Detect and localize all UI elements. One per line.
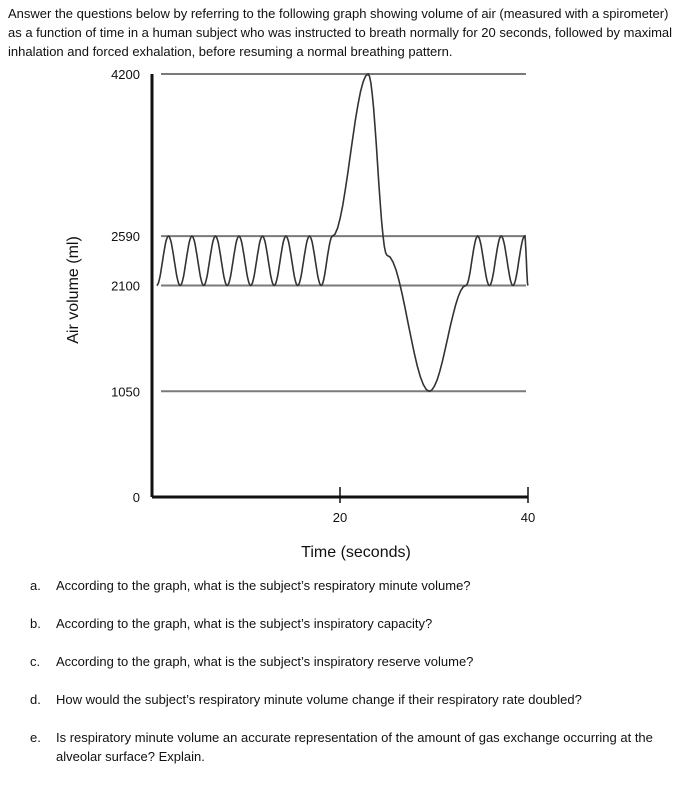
y-tick-labels: [111, 67, 140, 505]
x-tick-label-20: 20: [332, 510, 348, 525]
question-marker: b.: [30, 616, 41, 631]
question-text: Is respiratory minute volume an accurate representation of the amount of gas exchange occurring at the alveolar surface? Explain.: [56, 730, 653, 764]
question-list: [30, 576, 680, 785]
question-item: [30, 576, 680, 595]
y-tick-label-1050: 1050: [111, 384, 140, 400]
question-marker: d.: [30, 692, 41, 707]
y-tick-label-0: 0: [132, 490, 140, 505]
question-text: According to the graph, what is the subject’s inspiratory capacity?: [56, 616, 433, 631]
y-tick-label-4200: 4200: [111, 67, 140, 82]
reference-lines: [161, 74, 526, 391]
y-axis-title: Air volume (ml): [65, 236, 82, 344]
question-item: [30, 652, 680, 671]
question-marker: a.: [30, 578, 41, 593]
air-volume-line: [157, 74, 528, 391]
question-text: According to the graph, what is the subject’s inspiratory reserve volume?: [56, 654, 474, 669]
question-item: [30, 614, 680, 633]
question-marker: c.: [30, 654, 41, 669]
question-text: According to the graph, what is the subject’s respiratory minute volume?: [56, 578, 471, 593]
intro-text: Answer the questions below by referring to the following graph showing volume of air (measured with a spirometer) as a function of time in a human subject who was instructed to breath normally for 20 seconds, followed by maximal inhalation and forced exhalation, before resuming a normal breathing pattern.: [8, 6, 673, 59]
question-item: [30, 728, 680, 766]
x-ticks: [333, 487, 535, 525]
y-tick-label-2590: 2590: [111, 229, 140, 245]
question-marker: e.: [30, 730, 41, 745]
x-axis-title: Time (seconds): [301, 544, 411, 561]
question-item: [30, 690, 680, 709]
question-text: How would the subject’s respiratory minute volume change if their respiratory rate doubled?: [56, 692, 582, 707]
x-tick-label-40: 40: [520, 510, 536, 525]
y-tick-label-2100: 2100: [111, 278, 140, 294]
